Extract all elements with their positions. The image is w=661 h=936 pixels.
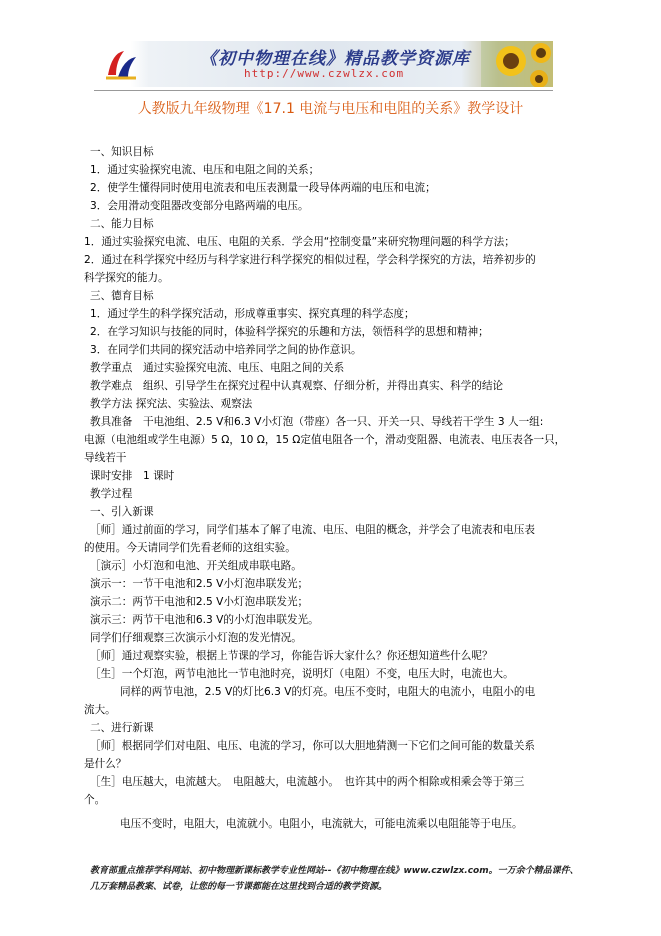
text-line: 教具准备 干电池组、2.5 V和6.3 V小灯泡（带座）各一只、开关一只、导线若干学生 3 人一组: (90, 416, 544, 428)
text-line: 流大。 (84, 704, 116, 716)
section-heading: 二、进行新课 (90, 722, 154, 734)
text-line: 2．在学习知识与技能的同时，体验科学探究的乐趣和方法，领悟科学的思想和精神； (90, 326, 489, 338)
text-line: ［师］通过前面的学习，同学们基本了解了电流、电压、电阻的概念，并学会了电流表和电压表 (90, 524, 535, 536)
text-line: 电压不变时，电阻大，电流就小。电阻小，电流就大，可能电流乘以电阻能等于电压。 (120, 818, 523, 830)
text-line: ［师］通过观察实验，根据上节课的学习，你能告诉大家什么？你还想知道些什么呢？ (90, 650, 493, 662)
section-heading: 三、德育目标 (90, 290, 154, 302)
text-line: 3．会用滑动变阻器改变部分电路两端的电压。 (90, 200, 309, 212)
banner-title: 《初中物理在线》精品教学资源库 (200, 49, 470, 69)
text-line: 教学过程 (90, 488, 133, 500)
text-line: 同样的两节电池，2.5 V的灯比6.3 V的灯亮。电压不变时，电阻大的电流小，电阻小的电 (120, 686, 536, 698)
banner-url[interactable]: http://www.czwlzx.com (244, 67, 405, 80)
footer-line: 几万套精品教案、试卷，让您的每一节课都能在这里找到合适的教学资源。 (90, 882, 388, 892)
text-line: 是什么？ (84, 758, 127, 770)
text-line: 2．使学生懂得同时使用电流表和电压表测量一段导体两端的电压和电流； (90, 182, 436, 194)
text-line: 教学难点 组织、引导学生在探究过程中认真观察、仔细分析，并得出真实、科学的结论 (90, 380, 504, 392)
document-title: 人教版九年级物理《17.1 电流与电压和电阻的关系》教学设计 (137, 101, 524, 117)
section-heading: 一、引入新课 (90, 506, 154, 518)
text-line: 个。 (84, 794, 106, 806)
text-line: 科学探究的能力。 (84, 272, 169, 284)
text-line: 2．通过在科学探究中经历与科学家进行科学探究的相似过程，学会科学探究的方法，培养初步的 (84, 254, 536, 266)
site-logo-icon (102, 45, 140, 83)
text-line: ［生］一个灯泡，两节电池比一节电池时亮，说明灯（电阻）不变，电压大时，电流也大。 (90, 668, 514, 680)
text-line: ［演示］小灯泡和电池、开关组成串联电路。 (90, 560, 302, 572)
text-line: 教学方法 探究法、实验法、观察法 (90, 398, 253, 410)
text-line: 导线若干 (84, 452, 127, 464)
document-body (84, 143, 590, 833)
text-line: 1．通过实验探究电流、电压和电阻之间的关系； (90, 164, 320, 176)
text-line: ［生］电压越大，电流越大。 电阻越大，电流越小。 也许其中的两个相除或相乘会等于第三 (90, 776, 525, 788)
section-heading: 一、知识目标 (90, 146, 154, 158)
page-footer (90, 863, 610, 895)
text-line: 3．在同学们共同的探究活动中培养同学之间的协作意识。 (90, 344, 362, 356)
text-line: 演示一：一节干电池和2.5 V小灯泡串联发光； (90, 578, 309, 590)
text-line: 课时安排 1 课时 (90, 470, 175, 482)
section-heading: 二、能力目标 (90, 218, 154, 230)
header-divider (94, 90, 553, 91)
text-line: 教学重点 通过实验探究电流、电压、电阻之间的关系 (90, 362, 345, 374)
sunflower-icon (481, 41, 553, 87)
text-line: 的使用。今天请同学们先看老师的这组实验。 (84, 542, 296, 554)
text-line: ［师］根据同学们对电阻、电压、电流的学习，你可以大胆地猜测一下它们之间可能的数量关系 (90, 740, 535, 752)
text-line: 演示三：两节干电池和6.3 V的小灯泡串联发光。 (90, 614, 319, 626)
text-line: 1．通过学生的科学探究活动，形成尊重事实、探究真理的科学态度； (90, 308, 415, 320)
text-line: 1．通过实验探究电流、电压、电阻的关系．学会用“控制变量”来研究物理问题的科学方法； (84, 236, 515, 248)
footer-line: 教育部重点推荐学科网站、初中物理新课标教学专业性网站--《初中物理在线》www.czwlzx.com。一万余个精品课件、 (90, 866, 579, 876)
text-line: 电源（电池组或学生电源）5 Ω，10 Ω，15 Ω定值电阻各一个，滑动变阻器、电流表、电压表各一只， (84, 434, 566, 446)
header-banner (94, 41, 553, 87)
text-line: 演示二：两节干电池和2.5 V小灯泡串联发光； (90, 596, 309, 608)
text-line: 同学们仔细观察三次演示小灯泡的发光情况。 (90, 632, 302, 644)
